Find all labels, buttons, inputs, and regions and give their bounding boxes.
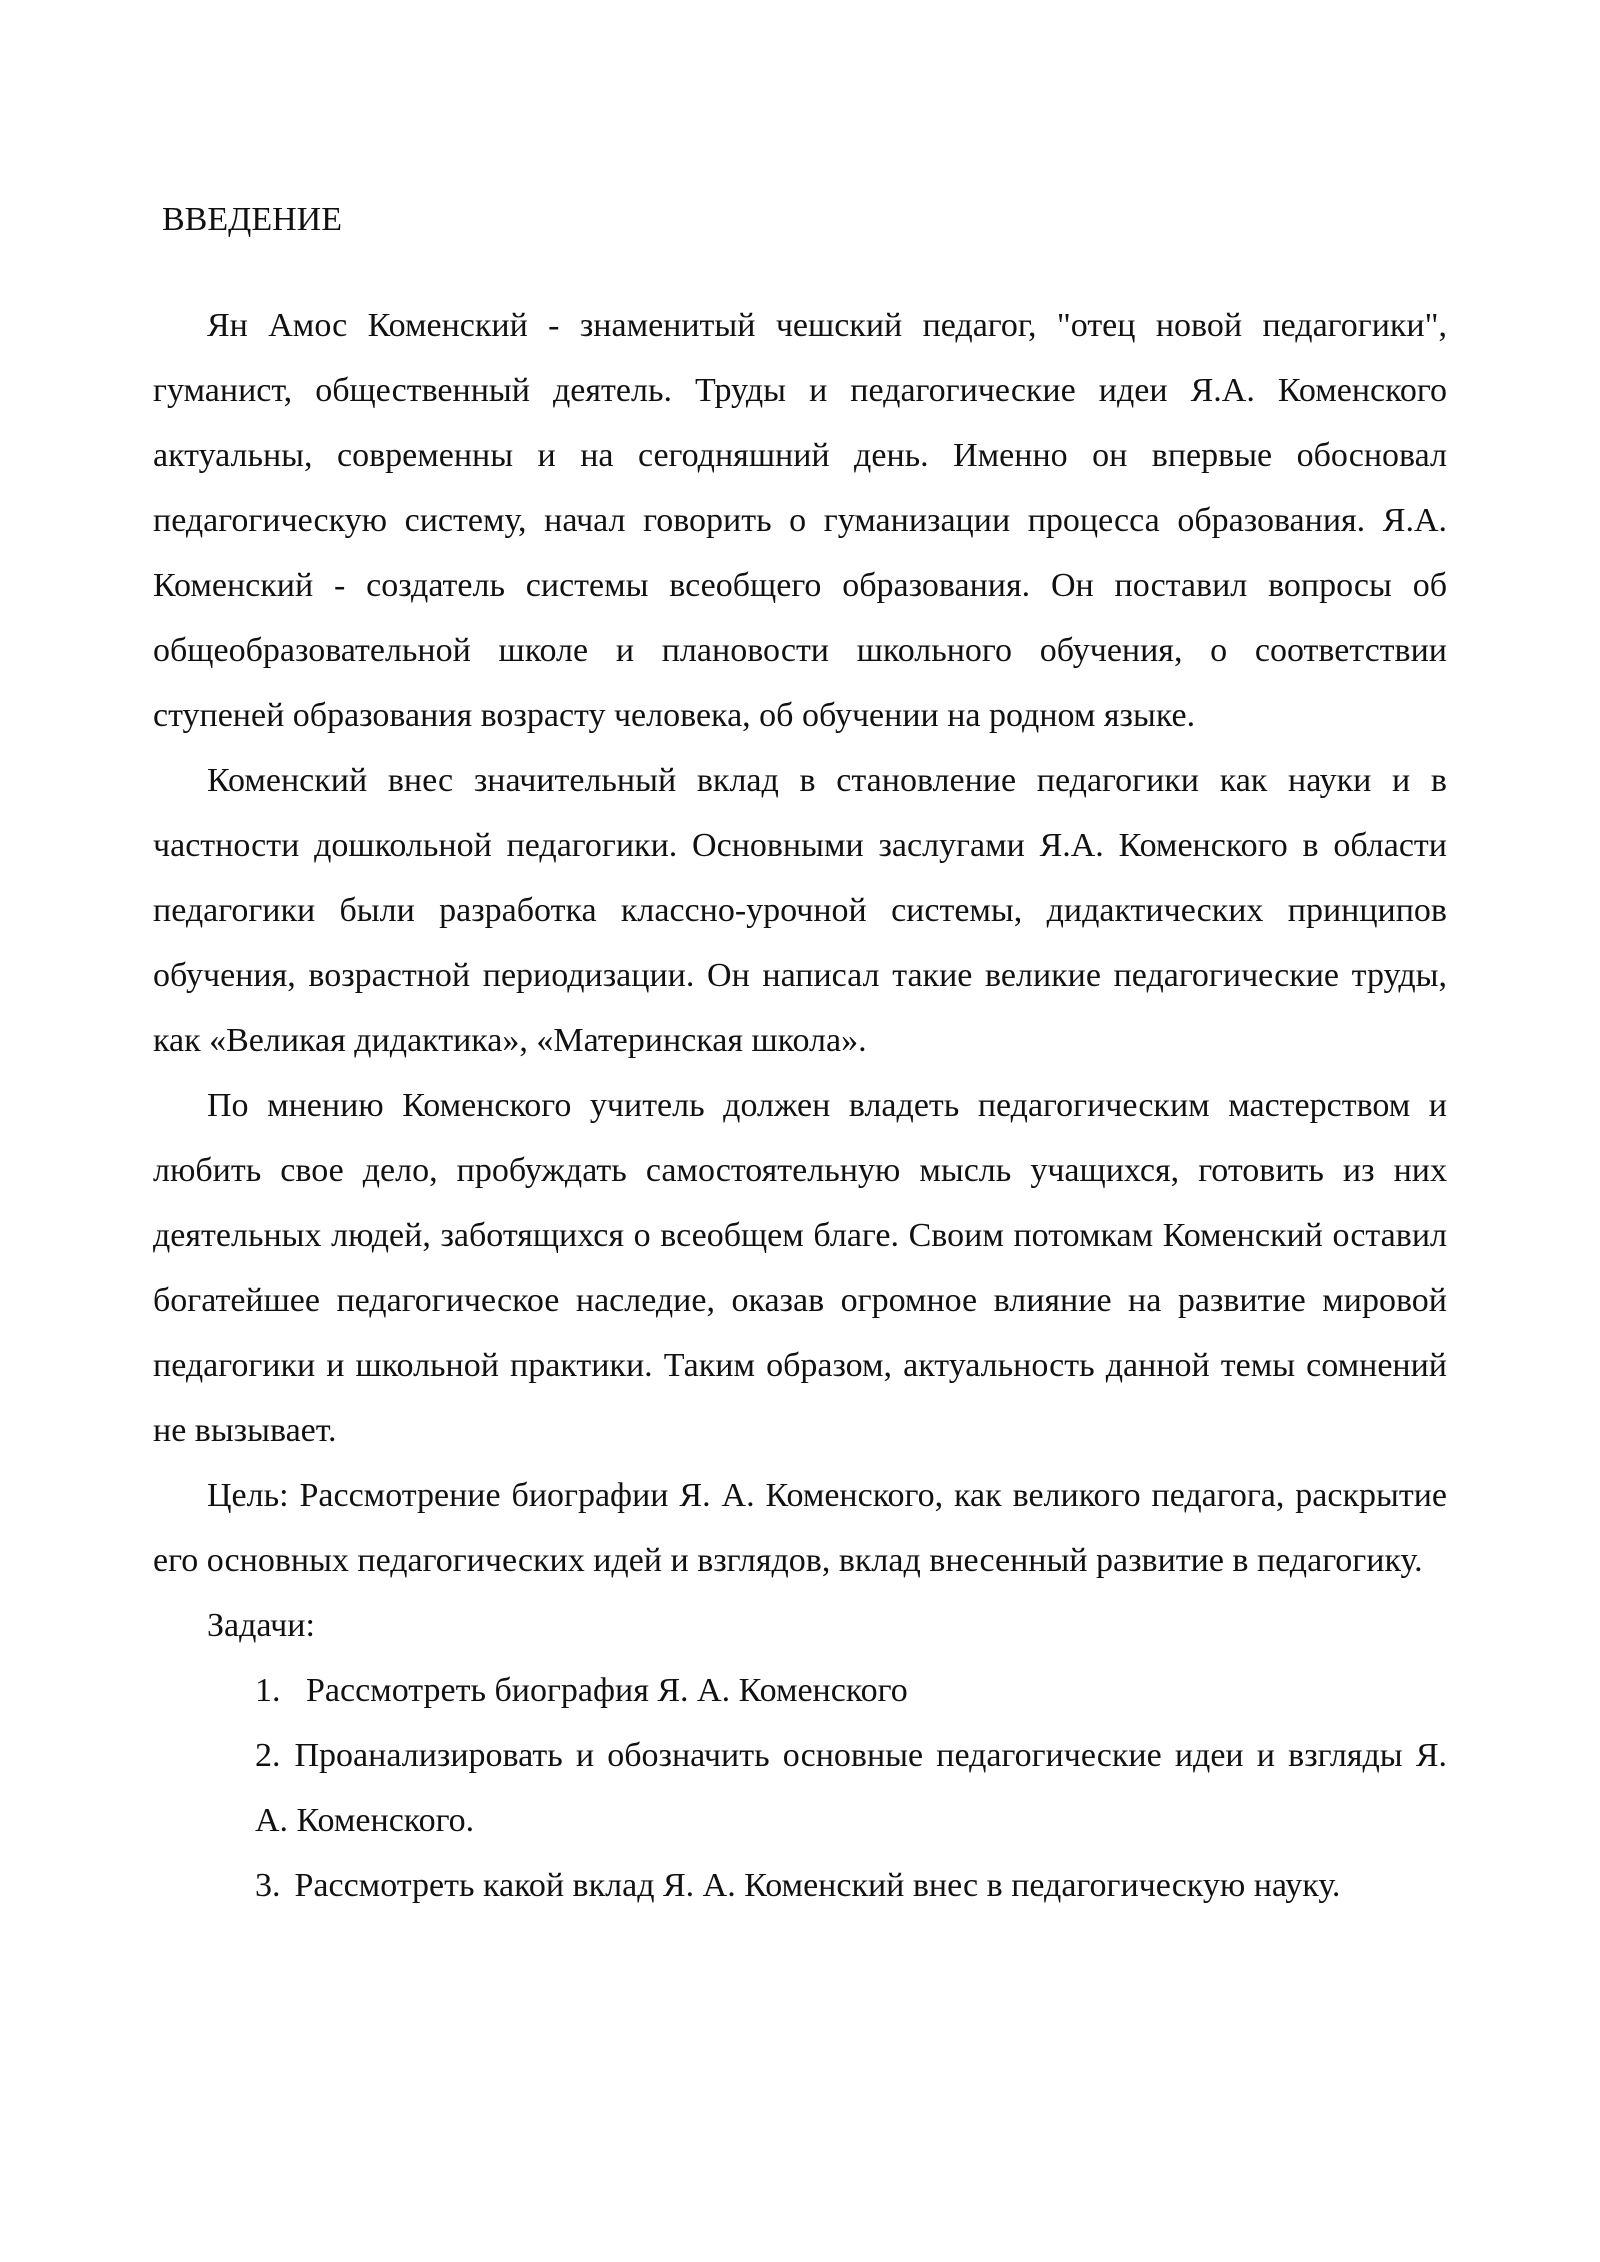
list-item [255, 1723, 1447, 1853]
list-item-number: 2. [255, 1737, 281, 1774]
paragraph-goal: Цель: Рассмотрение биографии Я. А. Коменского, как великого педагога, раскрытие его основных педагогических идей и взглядов, вклад внесенный развитие в педагогику. [153, 1477, 1447, 1579]
paragraph-contribution: Коменский внес значительный вклад в становление педагогики как науки и в частности дошкольной педагогики. Основными заслугами Я.А. Коменского в области педагогики были разработка классно-урочной системы, дидактических принципов обучения, возрастной периодизации. Он написал такие великие педагогические труды, как «Великая дидактика», «Материнская школа». [153, 762, 1447, 1059]
tasks-list [153, 1658, 1447, 1918]
list-item-number: 3. [255, 1867, 281, 1904]
list-item-text: Рассмотреть какой вклад Я. А. Коменский внес в педагогическую науку. [294, 1867, 1341, 1904]
page-title: ВВЕДЕНИЕ [162, 201, 342, 238]
list-item [255, 1853, 1447, 1918]
paragraph-teacher: По мнению Коменского учитель должен владеть педагогическим мастерством и любить свое дело, пробуждать самостоятельную мысль учащихся, готовить из них деятельных людей, заботящихся о всеобщем благе. Своим потомкам Коменский оставил богатейшее педагогическое наследие, оказав огромное влияние на развитие мировой педагогики и школьной практики. Таким образом, актуальность данной темы сомнений не вызывает. [153, 1087, 1447, 1449]
list-item [255, 1658, 1447, 1723]
list-item-text: Рассмотреть биография Я. А. Коменского [306, 1672, 908, 1709]
paragraph-intro: Ян Амос Коменский - знаменитый чешский педагог, "отец новой педагогики", гуманист, общественный деятель. Труды и педагогические идеи Я.А. Коменского актуальны, современны и на сегодняшний день. Именно он впервые обосновал педагогическую систему, начал говорить о гуманизации процесса образования. Я.А. Коменский - создатель системы всеобщего образования. Он поставил вопросы об общеобразовательной школе и плановости школьного обучения, о соответствии ступеней образования возрасту человека, об обучении на родном языке. [153, 307, 1447, 734]
list-item-text: Проанализировать и обозначить основные педагогические идеи и взгляды Я. А. Коменского. [255, 1737, 1447, 1839]
tasks-label: Задачи: [207, 1607, 315, 1644]
list-item-number: 1. [255, 1672, 281, 1709]
document-page [153, 190, 1447, 1918]
